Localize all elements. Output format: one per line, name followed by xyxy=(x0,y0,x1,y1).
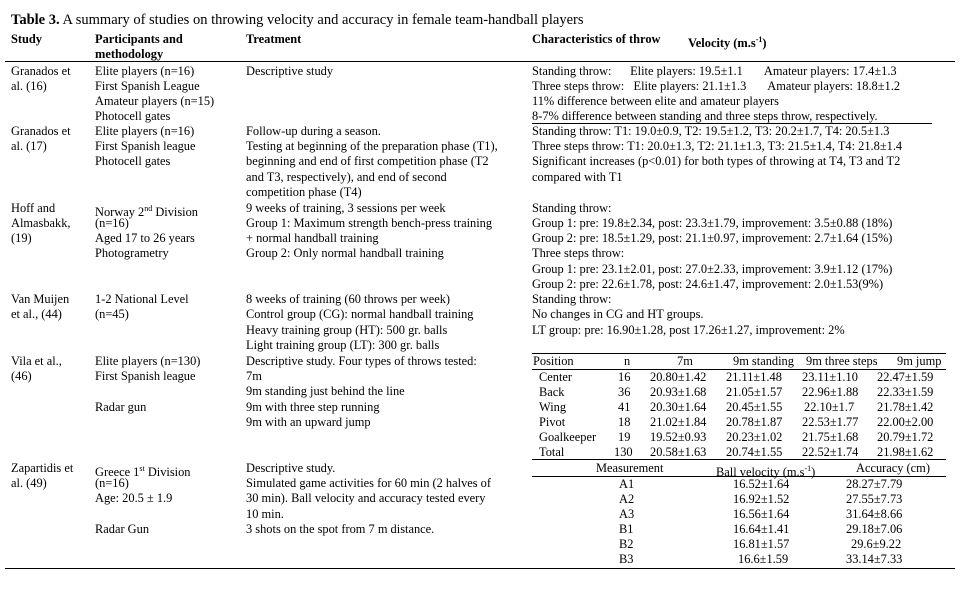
result-line: Three steps throw: xyxy=(532,246,625,260)
result-line: compared with T1 xyxy=(532,170,623,184)
inner-header: 9m standing xyxy=(733,354,794,368)
cell: 22.33±1.59 xyxy=(877,385,934,399)
header-characteristics: Characteristics of throw xyxy=(532,32,661,46)
cell: 36 xyxy=(618,385,631,399)
cell: A3 xyxy=(619,507,635,521)
treatment-line: Descriptive study. Four types of throws tested: xyxy=(246,354,477,368)
study-name: (19) xyxy=(11,231,32,245)
treatment-line: 9m standing just behind the line xyxy=(246,384,405,398)
result-line: LT group: pre: 16.90±1.28, post 17.26±1.27, improvement: 2% xyxy=(532,323,845,337)
table-bottom-rule xyxy=(5,568,955,569)
cell: Back xyxy=(539,385,565,399)
cell: 29.6±9.22 xyxy=(851,537,902,551)
cell: A1 xyxy=(619,477,635,491)
cell: 21.11±1.48 xyxy=(726,370,782,384)
inner-header: n xyxy=(624,354,631,368)
study-name: Hoff and xyxy=(11,201,56,215)
participants-line: Photogrametry xyxy=(95,246,169,260)
cell: Pivot xyxy=(539,415,566,429)
study-name: Zapartidis et xyxy=(11,461,74,475)
cell: 22.00±2.00 xyxy=(877,415,934,429)
header-rule xyxy=(5,61,955,62)
cell: Center xyxy=(539,370,573,384)
participants-line: First Spanish league xyxy=(95,369,196,383)
header-velocity: Velocity $(m.s^{-1})$ xyxy=(688,35,767,51)
cell: 20.45±1.55 xyxy=(726,400,783,414)
participants-line: Amateur players (n=15) xyxy=(95,94,215,108)
table-row xyxy=(0,492,980,507)
participants-line: Radar gun xyxy=(95,400,147,414)
study-name: al. (17) xyxy=(11,139,47,153)
treatment-line: Control group (CG): normal handball training xyxy=(246,307,474,321)
treatment-line: 9 weeks of training, 3 sessions per week xyxy=(246,201,446,215)
table-caption xyxy=(11,12,583,29)
inner-header: Accuracy (cm) xyxy=(856,461,930,475)
participants-line: Aged 17 to 26 years xyxy=(95,231,195,245)
treatment-line: beginning and end of first competition phase (T2 xyxy=(246,154,489,168)
table-row xyxy=(0,445,980,460)
cell: Goalkeeper xyxy=(539,430,597,444)
cell: 19 xyxy=(618,430,631,444)
treatment-line: Group 1: Maximum strength bench-press training xyxy=(246,216,493,230)
result-line: Standing throw: Elite players: 19.5±1.1 Amateur players: 17.4±1.3 xyxy=(532,64,897,78)
table-row xyxy=(0,522,980,537)
cell: 22.10±1.7 xyxy=(804,400,855,414)
participants-line: 1-2 National Level xyxy=(95,292,189,306)
study-name: Vila et al., xyxy=(11,354,62,368)
study-name: (46) xyxy=(11,369,32,383)
study-name: Granados et xyxy=(11,64,71,78)
cell: 22.52±1.74 xyxy=(802,445,859,459)
cell: 20.79±1.72 xyxy=(877,430,934,444)
treatment-line: 9m with three step running xyxy=(246,400,380,414)
participants-line: Greece 1st Division xyxy=(95,464,191,480)
inner-header: 7m xyxy=(677,354,693,368)
table-title: A summary of studies on throwing velocity and accuracy in female team-handball players xyxy=(62,12,584,28)
table-row xyxy=(0,552,980,567)
inner-header: 9m three steps xyxy=(806,354,878,368)
table-row xyxy=(0,385,980,400)
cell: 16.6±1.59 xyxy=(738,552,789,566)
treatment-line: Descriptive study xyxy=(246,64,334,78)
table-row xyxy=(0,507,980,522)
cell: 21.75±1.68 xyxy=(802,430,859,444)
result-line: Group 2: pre: 18.5±1.29, post: 21.1±0.97, improvement: 2.7±1.64 (15%) xyxy=(532,231,893,245)
treatment-line: Descriptive study. xyxy=(246,461,336,475)
table-row xyxy=(0,370,980,385)
cell: Total xyxy=(539,445,565,459)
participants-line: Elite players (n=16) xyxy=(95,64,195,78)
participants-line: Norway 2nd Division xyxy=(95,204,198,220)
cell: 20.30±1.64 xyxy=(650,400,707,414)
cell: 20.93±1.68 xyxy=(650,385,707,399)
participants-line: Photocell gates xyxy=(95,154,171,168)
cell: A2 xyxy=(619,492,635,506)
cell: B3 xyxy=(619,552,634,566)
treatment-line: Follow-up during a season. xyxy=(246,124,381,138)
result-line: Significant increases (p<0.01) for both types of throwing at T4, T3 and T2 xyxy=(532,154,901,168)
cell: 21.98±1.62 xyxy=(877,445,934,459)
cell: 29.18±7.06 xyxy=(846,522,903,536)
study-name: al. (49) xyxy=(11,476,47,490)
inner-header: Measurement xyxy=(596,461,664,475)
cell: 41 xyxy=(618,400,631,414)
cell: 16.52±1.64 xyxy=(733,477,790,491)
result-line: 8-7% difference between standing and three steps throw, respectively. xyxy=(532,109,878,123)
treatment-line: 10 min. xyxy=(246,507,284,521)
header-participants-2: methodology xyxy=(95,47,164,61)
participants-line: (n=16) xyxy=(95,216,129,230)
treatment-line: Group 2: Only normal handball training xyxy=(246,246,444,260)
cell: 20.80±1.42 xyxy=(650,370,707,384)
result-line: Group 1: pre: 19.8±2.34, post: 23.3±1.79, improvement: 3.5±0.88 (18%) xyxy=(532,216,893,230)
cell: B2 xyxy=(619,537,634,551)
participants-line: Elite players (n=16) xyxy=(95,124,195,138)
header-treatment: Treatment xyxy=(246,32,302,46)
participants-line: First Spanish League xyxy=(95,79,200,93)
cell: 16 xyxy=(618,370,631,384)
result-line: 11% difference between elite and amateur players xyxy=(532,94,780,108)
table-label: Table 3. xyxy=(11,12,60,28)
study-name: al. (16) xyxy=(11,79,47,93)
cell: 16.92±1.52 xyxy=(733,492,790,506)
result-line: Standing throw: xyxy=(532,292,612,306)
cell: 31.64±8.66 xyxy=(846,507,903,521)
cell: 21.78±1.42 xyxy=(877,400,934,414)
cell: 22.53±1.77 xyxy=(802,415,859,429)
treatment-line: and T3, respectively), and end of second xyxy=(246,170,447,184)
participants-line: (n=45) xyxy=(95,307,129,321)
cell: 22.47±1.59 xyxy=(877,370,934,384)
treatment-line: Heavy training group (HT): 500 gr. balls xyxy=(246,323,448,337)
cell: 23.11±1.10 xyxy=(802,370,858,384)
cell: 20.74±1.55 xyxy=(726,445,783,459)
participants-line: Age: 20.5 ± 1.9 xyxy=(95,491,173,505)
study-name: Almasbakk, xyxy=(11,216,71,230)
participants-line: First Spanish league xyxy=(95,139,196,153)
study-name: et al., (44) xyxy=(11,307,62,321)
result-line: Group 1: pre: 23.1±2.01, post: 27.0±2.33, improvement: 3.9±1.12 (17%) xyxy=(532,262,893,276)
table-row xyxy=(0,477,980,492)
treatment-line: Light training group (LT): 300 gr. balls xyxy=(246,338,440,352)
cell: 22.96±1.88 xyxy=(802,385,859,399)
cell: 21.02±1.84 xyxy=(650,415,707,429)
treatment-line: Simulated game activities for 60 min (2 halves of xyxy=(246,476,491,490)
cell: 20.78±1.87 xyxy=(726,415,783,429)
treatment-line: Testing at beginning of the preparation phase (T1), xyxy=(246,139,498,153)
header-participants-1: Participants and xyxy=(95,32,183,46)
cell: 16.56±1.64 xyxy=(733,507,790,521)
table-row xyxy=(0,400,980,415)
header-study: Study xyxy=(11,32,42,46)
cell: 19.52±0.93 xyxy=(650,430,707,444)
cell: 130 xyxy=(614,445,633,459)
treatment-line: 9m with an upward jump xyxy=(246,415,371,429)
cell: 16.81±1.57 xyxy=(733,537,790,551)
treatment-line: 3 shots on the spot from 7 m distance. xyxy=(246,522,435,536)
treatment-line: 7m xyxy=(246,369,262,383)
cell: 20.58±1.63 xyxy=(650,445,707,459)
treatment-line: competition phase (T4) xyxy=(246,185,362,199)
table-row xyxy=(0,430,980,445)
inner-header: Position xyxy=(533,354,574,368)
cell: Wing xyxy=(539,400,567,414)
cell: 33.14±7.33 xyxy=(846,552,903,566)
result-line: Group 2: pre: 22.6±1.78, post: 24.6±1.47, improvement: 2.0±1.53(9%) xyxy=(532,277,884,291)
cell: 21.05±1.57 xyxy=(726,385,783,399)
inner-header: 9m jump xyxy=(897,354,942,368)
cell: 28.27±7.79 xyxy=(846,477,903,491)
cell: 16.64±1.41 xyxy=(733,522,790,536)
result-line: Standing throw: xyxy=(532,201,612,215)
cell: 27.55±7.73 xyxy=(846,492,903,506)
cell: 20.23±1.02 xyxy=(726,430,783,444)
participants-line: Photocell gates xyxy=(95,109,171,123)
study-name: Granados et xyxy=(11,124,71,138)
table-row xyxy=(0,415,980,430)
inner-table-bottom-rule xyxy=(532,459,946,460)
treatment-line: 8 weeks of training (60 throws per week) xyxy=(246,292,451,306)
result-line: Standing throw: T1: 19.0±0.9, T2: 19.5±1.2, T3: 20.2±1.7, T4: 20.5±1.3 xyxy=(532,124,890,138)
cell: 18 xyxy=(618,415,631,429)
cell: B1 xyxy=(619,522,634,536)
result-line: Three steps throw: T1: 20.0±1.3, T2: 21.1±1.3, T3: 21.5±1.4, T4: 21.8±1.4 xyxy=(532,139,903,153)
participants-line: Elite players (n=130) xyxy=(95,354,201,368)
inner-header: Ball velocity $(m.s^{-1})$ xyxy=(716,464,816,480)
treatment-line: + normal handball training xyxy=(246,231,379,245)
treatment-line: 30 min). Ball velocity and accuracy tested every xyxy=(246,491,486,505)
result-line: Three steps throw: Elite players: 21.1±1.3 Amateur players: 18.8±1.2 xyxy=(532,79,901,93)
participants-line: Radar Gun xyxy=(95,522,150,536)
table-row xyxy=(0,537,980,552)
study-name: Van Muijen xyxy=(11,292,70,306)
result-line: No changes in CG and HT groups. xyxy=(532,307,704,321)
participants-line: (n=16) xyxy=(95,476,129,490)
